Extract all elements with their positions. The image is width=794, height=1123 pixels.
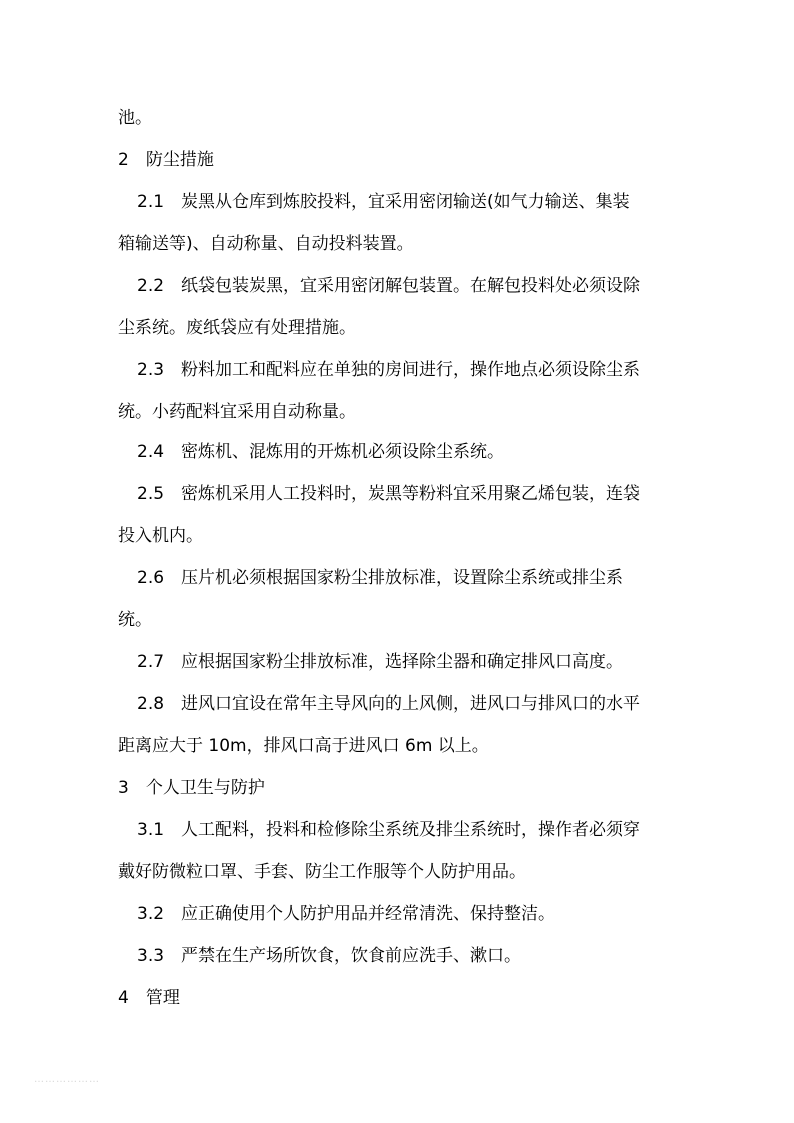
- text-line: 距离应大于 10m，排风口高于进风口 6m 以上。: [118, 736, 489, 756]
- text-line: 统。: [118, 610, 152, 630]
- clause-line: 2.2 纸袋包装炭黑，宜采用密闭解包装置。在解包投料处必须设除: [137, 276, 641, 296]
- footer-watermark: ………………: [34, 1074, 100, 1085]
- clause-line: 2.7 应根据国家粉尘排放标准，选择除尘器和确定排风口高度。: [137, 652, 624, 672]
- clause-line: 3.1 人工配料，投料和检修除尘系统及排尘系统时，操作者必须穿: [137, 820, 641, 840]
- text-line: 戴好防微粒口罩、手套、防尘工作服等个人防护用品。: [118, 862, 526, 882]
- text-line: 池。: [118, 108, 152, 128]
- clause-line: 3.3 严禁在生产场所饮食，饮食前应洗手、漱口。: [137, 946, 522, 966]
- clause-line: 2.6 压片机必须根据国家粉尘排放标准，设置除尘系统或排尘系: [137, 568, 624, 588]
- clause-line: 2.3 粉料加工和配料应在单独的房间进行，操作地点必须设除尘系: [137, 360, 641, 380]
- text-line: 尘系统。废纸袋应有处理措施。: [118, 318, 356, 338]
- clause-line: 2.1 炭黑从仓库到炼胶投料，宜采用密闭输送(如气力输送、集装: [137, 192, 630, 212]
- section-heading: 2 防尘措施: [118, 150, 214, 170]
- text-line: 统。小药配料宜采用自动称量。: [118, 402, 356, 422]
- text-line: 投入机内。: [118, 526, 203, 546]
- clause-line: 2.8 进风口宜设在常年主导风向的上风侧，进风口与排风口的水平: [137, 694, 641, 714]
- clause-line: 2.5 密炼机采用人工投料时，炭黑等粉料宜采用聚乙烯包装，连袋: [137, 484, 641, 504]
- text-line: 箱输送等)、自动称量、自动投料装置。: [118, 234, 414, 254]
- clause-line: 2.4 密炼机、混炼用的开炼机必须设除尘系统。: [137, 442, 505, 462]
- section-heading: 3 个人卫生与防护: [118, 778, 265, 798]
- section-heading: 4 管理: [118, 988, 180, 1008]
- clause-line: 3.2 应正确使用个人防护用品并经常清洗、保持整洁。: [137, 904, 556, 924]
